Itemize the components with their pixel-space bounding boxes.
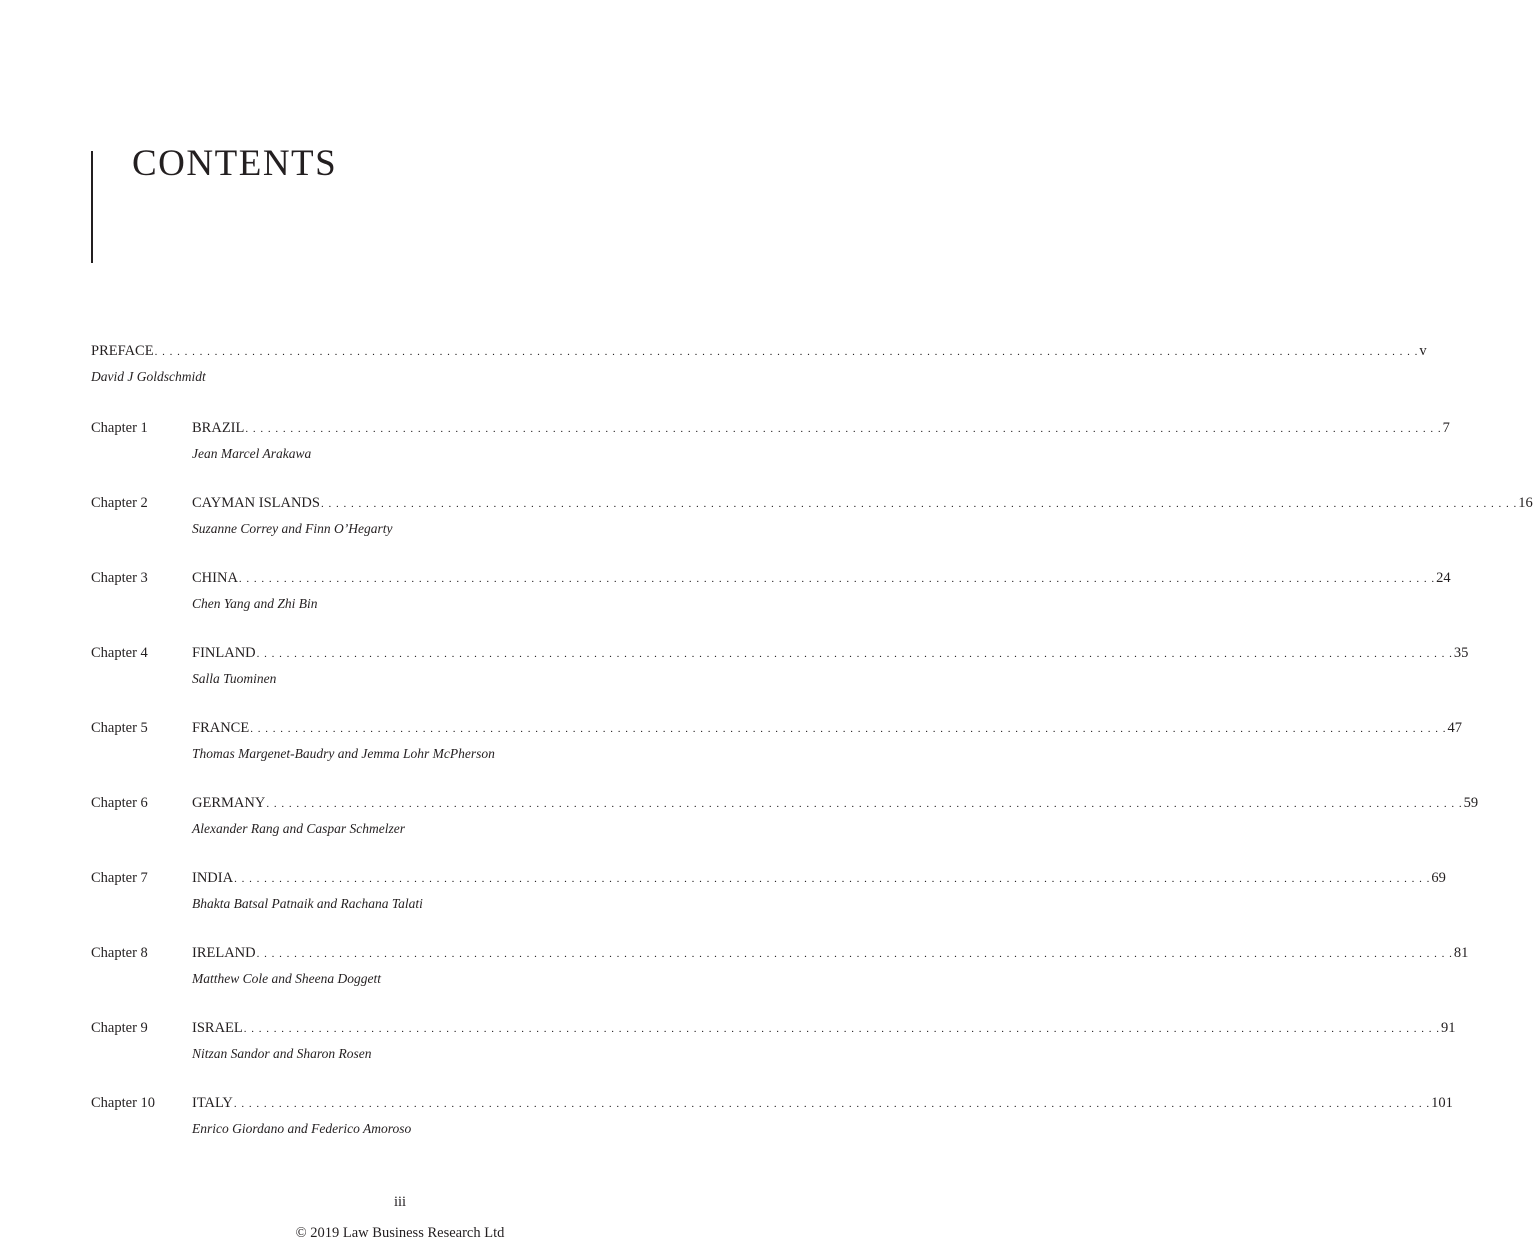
- toc-entry-page: 69: [1431, 870, 1446, 886]
- toc-entry-page: 35: [1453, 645, 1469, 661]
- page-title: CONTENTS: [132, 143, 338, 184]
- dot-leader: . . . . . . . . . . . . . . . . . . . . . . . . . . . . . . . . . . . . . . . . . . . . . . . . . . . . . . . . . . . . . . . . . . . . . . . . . . . . . . . . . . . . . . . . . . . . . . . . . . . . . . . . . . . . . . . . . . . . . . . . . . . . . . . . . . . . . . . . . . . . . . . . . . . . . . . . . . . . . . . .: [320, 498, 1518, 510]
- chapter-body: [192, 493, 1533, 568]
- chapter-body: [192, 868, 1446, 943]
- dot-leader: . . . . . . . . . . . . . . . . . . . . . . . . . . . . . . . . . . . . . . . . . . . . . . . . . . . . . . . . . . . . . . . . . . . . . . . . . . . . . . . . . . . . . . . . . . . . . . . . . . . . . . . . . . . . . . . . . . . . . . . . . . . . . . . . . . . . . . . . . . . . . . . . . . . . . . . . . . . . . . . .: [250, 723, 1447, 735]
- toc-line: [192, 943, 1468, 964]
- toc-entry-title: ITALY: [192, 1095, 233, 1111]
- toc-entry-page: v: [1419, 343, 1427, 359]
- toc-entry-author: Enrico Giordano and Federico Amoroso: [192, 1121, 412, 1136]
- toc-entry-author: Salla Tuominen: [192, 671, 277, 686]
- chapter-label: Chapter 6: [91, 795, 148, 811]
- toc-entry-title: GERMANY: [192, 795, 266, 811]
- toc-entry-title: CAYMAN ISLANDS: [192, 495, 320, 511]
- chapter-label: Chapter 8: [91, 945, 148, 961]
- toc-entry-page: 24: [1436, 570, 1451, 586]
- chapter-label: Chapter 3: [91, 570, 148, 586]
- toc-entry-title: BRAZIL: [192, 420, 245, 436]
- dot-leader: . . . . . . . . . . . . . . . . . . . . . . . . . . . . . . . . . . . . . . . . . . . . . . . . . . . . . . . . . . . . . . . . . . . . . . . . . . . . . . . . . . . . . . . . . . . . . . . . . . . . . . . . . . . . . . . . . . . . . . . . . . . . . . . . . . . . . . . . . . . . . . . . . . . . . . . . . . . . . . . .: [256, 948, 1453, 960]
- toc-entry-author: Nitzan Sandor and Sharon Rosen: [192, 1046, 372, 1061]
- toc-entry-author: Suzanne Correy and Finn O’Hegarty: [192, 521, 393, 536]
- heading-accent-bar: [91, 151, 93, 263]
- toc-entry-chapter: [91, 1093, 1453, 1168]
- toc-entry-author: Jean Marcel Arakawa: [192, 446, 312, 461]
- toc-line: [192, 568, 1451, 589]
- page-number: iii: [393, 1194, 407, 1210]
- dot-leader: . . . . . . . . . . . . . . . . . . . . . . . . . . . . . . . . . . . . . . . . . . . . . . . . . . . . . . . . . . . . . . . . . . . . . . . . . . . . . . . . . . . . . . . . . . . . . . . . . . . . . . . . . . . . . . . . . . . . . . . . . . . . . . . . . . . . . . . . . . . . . . . . . . . . . . . . . . . . . . . .: [238, 573, 1436, 585]
- toc-entry-page: 47: [1447, 720, 1462, 736]
- toc-entry-title: INDIA: [192, 870, 234, 886]
- chapter-label: Chapter 4: [91, 645, 148, 661]
- chapter-body: [192, 568, 1451, 643]
- dot-leader: . . . . . . . . . . . . . . . . . . . . . . . . . . . . . . . . . . . . . . . . . . . . . . . . . . . . . . . . . . . . . . . . . . . . . . . . . . . . . . . . . . . . . . . . . . . . . . . . . . . . . . . . . . . . . . . . . . . . . . . . . . . . . . . . . . . . . . . . . . . . . . . . . . . . . . . . . . . . . . . .: [256, 648, 1453, 660]
- toc-line: [192, 718, 1462, 739]
- chapter-body: [192, 1093, 1453, 1168]
- chapter-label: Chapter 2: [91, 495, 148, 511]
- chapter-body: [192, 793, 1478, 868]
- chapter-body: [192, 643, 1468, 718]
- chapter-body: [192, 1018, 1456, 1093]
- toc-entry-chapter: [91, 568, 1451, 643]
- dot-leader: . . . . . . . . . . . . . . . . . . . . . . . . . . . . . . . . . . . . . . . . . . . . . . . . . . . . . . . . . . . . . . . . . . . . . . . . . . . . . . . . . . . . . . . . . . . . . . . . . . . . . . . . . . . . . . . . . . . . . . . . . . . . . . . . . . . . . . . . . . . . . . . . . . . . . . . . . . . . . . . .: [245, 423, 1442, 435]
- toc-entry-title: FINLAND: [192, 645, 256, 661]
- toc-entry-chapter: [91, 943, 1469, 1018]
- toc-entry-chapter: [91, 868, 1446, 943]
- toc-entry-page: 101: [1431, 1095, 1453, 1111]
- toc-entry-author: Matthew Cole and Sheena Doggett: [192, 971, 381, 986]
- toc-line: [192, 1018, 1456, 1039]
- dot-leader: . . . . . . . . . . . . . . . . . . . . . . . . . . . . . . . . . . . . . . . . . . . . . . . . . . . . . . . . . . . . . . . . . . . . . . . . . . . . . . . . . . . . . . . . . . . . . . . . . . . . . . . . . . . . . . . . . . . . . . . . . . . . . . . . . . . . . . . . . . . . . . . . . . . . . . . . . . . . . . . .: [233, 1098, 1431, 1110]
- chapter-list: [91, 418, 1533, 1168]
- toc-entry-author: Chen Yang and Zhi Bin: [192, 596, 318, 611]
- toc-line: [192, 643, 1468, 664]
- toc-entry-author: Thomas Margenet-Baudry and Jemma Lohr McPherson: [192, 746, 495, 761]
- toc-entry-title: ISRAEL: [192, 1020, 243, 1036]
- chapter-body: [192, 718, 1462, 793]
- chapter-label: Chapter 5: [91, 720, 148, 736]
- toc-entry-author: Bhakta Batsal Patnaik and Rachana Talati: [192, 896, 423, 911]
- dot-leader: . . . . . . . . . . . . . . . . . . . . . . . . . . . . . . . . . . . . . . . . . . . . . . . . . . . . . . . . . . . . . . . . . . . . . . . . . . . . . . . . . . . . . . . . . . . . . . . . . . . . . . . . . . . . . . . . . . . . . . . . . . . . . . . . . . . . . . . . . . . . . . . . . . . . . . . . . . . . . . . .: [234, 873, 1431, 885]
- toc-entry-page: 91: [1441, 1020, 1456, 1036]
- toc-entry-page: 7: [1442, 420, 1450, 436]
- toc-entry-chapter: [91, 643, 1469, 718]
- toc-entry-preface: [91, 341, 1427, 387]
- toc-entry-title: FRANCE: [192, 720, 250, 736]
- toc-entry-chapter: [91, 418, 1450, 493]
- toc-line: [192, 418, 1450, 439]
- dot-leader: . . . . . . . . . . . . . . . . . . . . . . . . . . . . . . . . . . . . . . . . . . . . . . . . . . . . . . . . . . . . . . . . . . . . . . . . . . . . . . . . . . . . . . . . . . . . . . . . . . . . . . . . . . . . . . . . . . . . . . . . . . . . . . . . . . . . . . . . . . . . . . . . . . . . . . . . . . . . . . . . . . . . . . . . .: [154, 346, 1419, 358]
- toc-entry-page: 16: [1518, 495, 1533, 511]
- dot-leader: . . . . . . . . . . . . . . . . . . . . . . . . . . . . . . . . . . . . . . . . . . . . . . . . . . . . . . . . . . . . . . . . . . . . . . . . . . . . . . . . . . . . . . . . . . . . . . . . . . . . . . . . . . . . . . . . . . . . . . . . . . . . . . . . . . . . . . . . . . . . . . . . . . . . . . . . . . . . . . . .: [266, 798, 1463, 810]
- toc-entry-author: Alexander Rang and Caspar Schmelzer: [192, 821, 405, 836]
- toc-line: [192, 793, 1478, 814]
- chapter-label: Chapter 7: [91, 870, 148, 886]
- toc-entry-page: 81: [1453, 945, 1469, 961]
- toc-entry-chapter: [91, 1018, 1456, 1093]
- toc-entry-author: David J Goldschmidt: [91, 369, 206, 384]
- toc-entry-title: PREFACE: [91, 343, 154, 359]
- chapter-label: Chapter 9: [91, 1020, 148, 1036]
- chapter-label: Chapter 1: [91, 420, 148, 436]
- dot-leader: . . . . . . . . . . . . . . . . . . . . . . . . . . . . . . . . . . . . . . . . . . . . . . . . . . . . . . . . . . . . . . . . . . . . . . . . . . . . . . . . . . . . . . . . . . . . . . . . . . . . . . . . . . . . . . . . . . . . . . . . . . . . . . . . . . . . . . . . . . . . . . . . . . . . . . . . . . . . . . . .: [243, 1023, 1440, 1035]
- toc-entry-chapter: [91, 793, 1479, 868]
- toc-entry-title: IRELAND: [192, 945, 256, 961]
- toc-line: [91, 341, 1427, 362]
- toc-entry-page: 59: [1463, 795, 1479, 811]
- toc-line: [192, 868, 1446, 889]
- chapter-label: Chapter 10: [91, 1095, 156, 1111]
- chapter-body: [192, 418, 1450, 493]
- toc-line: [192, 493, 1533, 514]
- copyright-notice: © 2019 Law Business Research Ltd: [295, 1225, 505, 1241]
- toc-entry-title: CHINA: [192, 570, 238, 586]
- chapter-body: [192, 943, 1468, 1018]
- toc-entry-chapter: [91, 493, 1533, 568]
- toc-line: [192, 1093, 1453, 1114]
- toc-entry-chapter: [91, 718, 1462, 793]
